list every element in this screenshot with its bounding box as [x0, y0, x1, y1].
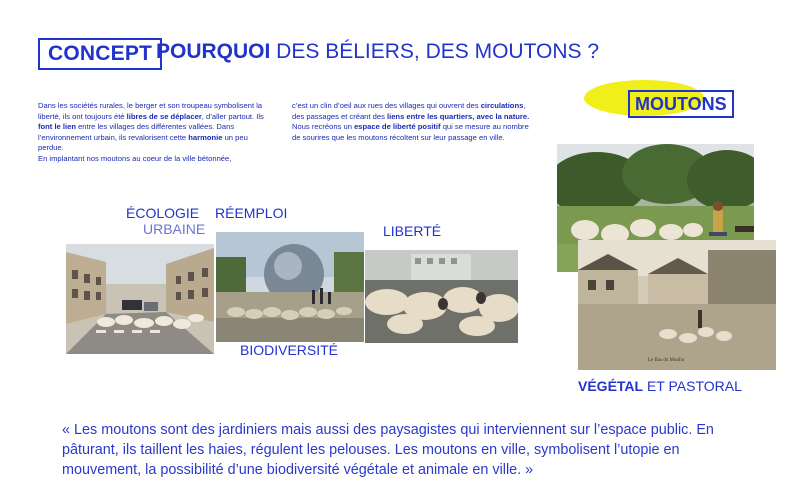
vintage-postcard-image — [578, 240, 776, 370]
photo-sheep-flock — [365, 250, 518, 343]
concept-label: CONCEPT — [38, 38, 162, 70]
photo-vintage-postcard — [578, 240, 776, 370]
label-reemploi: RÉEMPLOI — [215, 205, 288, 221]
postcard-caption: Le Bas du Moulin — [648, 358, 685, 363]
page-title — [156, 38, 599, 66]
label-ecologie: ÉCOLOGIE — [126, 205, 200, 221]
geode-sheep-image — [216, 232, 364, 342]
label-biodiversite: BIODIVERSITÉ — [240, 342, 339, 358]
sheep-flock-image — [365, 250, 518, 343]
intro-left-paragraph: Dans les sociétés rurales, le berger et son troupeau symbolisent la liberté, ils ont toujours été libres de se déplacer, d’aller partout. Ils font le lien entre les villages des différentes vallées. Dans l’environnement urbain, ils revalorisent cette harmonie un peu perdue. En implantant nos moutons au coeur de la ville bétonnée, — [38, 101, 264, 163]
label-vegetal-pastoral: VÉGÉTAL ET PASTORAL — [578, 378, 742, 394]
label-liberte: LIBERTÉ — [383, 223, 442, 239]
street-sheep-image — [66, 244, 214, 354]
photo-geode-sheep — [216, 232, 364, 342]
title-rest: DES BÉLIERS, DES MOUTONS ? — [270, 40, 600, 63]
closing-quote: « Les moutons sont des jardiniers mais aussi des paysagistes qui interviennent sur l’espace public. En pâturant, ils taillent les haies, régulent les pelouses. Les moutons en ville, symbolisent l’utopie en mouvement, la possibilité d’une biodiversité végétale et animale en ville. » — [62, 422, 714, 478]
label-urbaine: URBAINE — [143, 221, 206, 237]
moutons-tag: MOUTONS — [628, 90, 734, 118]
title-bold: POURQUOI — [156, 40, 271, 63]
photo-street-sheep — [66, 244, 214, 354]
intro-right-paragraph: c’est un clin d’oeil aux rues des villages qui ouvrent des circulations, des passages et créant des liens entre les quartiers, avec la nature. Nous recréons un espace de liberté positif qui se mesure au nombre de sourires que les moutons récoltent sur leur passage en ville. — [292, 101, 530, 142]
